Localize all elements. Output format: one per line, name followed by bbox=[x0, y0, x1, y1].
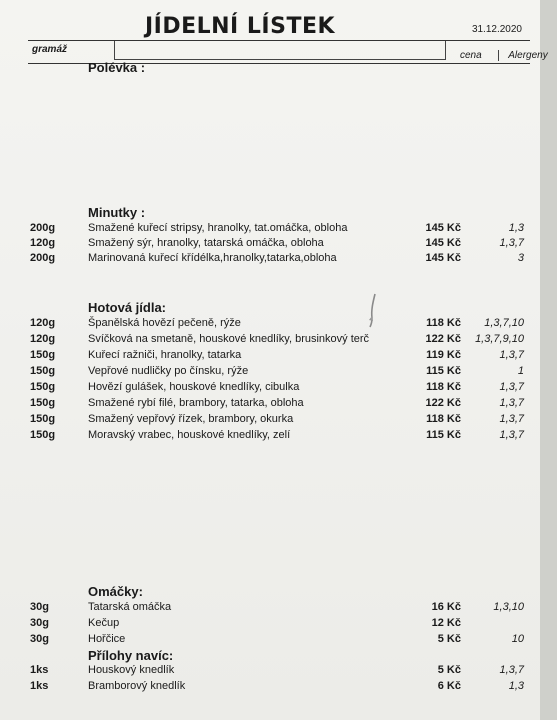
section-hotova-jidla: Hotová jídla: bbox=[88, 300, 167, 315]
item-name: Španělská hovězí pečeně, rýže bbox=[88, 317, 241, 329]
item-allergens: 10 bbox=[511, 633, 524, 645]
item-name: Bramborový knedlík bbox=[88, 680, 186, 692]
section-minutky: Minutky : bbox=[88, 205, 146, 220]
menu-item-row bbox=[0, 429, 540, 445]
menu-item-row bbox=[0, 252, 540, 268]
item-allergens: 1,3,7,9,10 bbox=[475, 333, 524, 345]
pen-mark-icon bbox=[366, 292, 380, 328]
item-weight: 120g bbox=[30, 237, 56, 249]
item-allergens: 1,3,7 bbox=[499, 664, 524, 676]
item-price: 118 Kč bbox=[426, 381, 461, 393]
item-allergens: 1,3,7 bbox=[499, 429, 524, 441]
item-price: 115 Kč bbox=[426, 429, 461, 441]
item-name: Smažený sýr, hranolky, tatarská omáčka, obloha bbox=[88, 237, 324, 249]
menu-item-row bbox=[0, 413, 540, 429]
item-allergens: 1 bbox=[517, 365, 524, 377]
item-name: Marinovaná kuřecí křídélka,hranolky,tatarka,obloha bbox=[88, 252, 337, 264]
item-allergens: 1,3 bbox=[508, 222, 524, 234]
menu-item-row bbox=[0, 601, 540, 617]
item-allergens: 1,3,7 bbox=[499, 349, 524, 361]
item-name: Kečup bbox=[88, 617, 120, 629]
header-cena: cena bbox=[460, 50, 482, 61]
item-price: 145 Kč bbox=[425, 222, 461, 234]
item-weight: 120g bbox=[30, 317, 56, 329]
section-polevka: Polévka : bbox=[88, 60, 146, 75]
item-allergens: 1,3,7 bbox=[499, 413, 524, 425]
item-name: Hořčice bbox=[88, 633, 126, 645]
item-weight: 150g bbox=[30, 397, 56, 409]
header-gramaz: gramáž bbox=[32, 44, 68, 55]
item-price: 5 Kč bbox=[437, 664, 461, 676]
item-price: 119 Kč bbox=[426, 349, 461, 361]
menu-item-row bbox=[0, 237, 540, 253]
item-name: Vepřové nudličky po čínsku, rýže bbox=[88, 365, 249, 377]
item-name: Smažené kuřecí stripsy, hranolky, tat.omáčka, obloha bbox=[88, 222, 348, 234]
item-price: 115 Kč bbox=[426, 365, 461, 377]
item-price: 16 Kč bbox=[431, 601, 461, 613]
item-weight: 30g bbox=[30, 633, 49, 645]
item-price: 122 Kč bbox=[425, 397, 461, 409]
item-weight: 1ks bbox=[30, 680, 49, 692]
menu-item-row bbox=[0, 680, 540, 696]
menu-title: JÍDELNÍ LÍSTEK bbox=[144, 14, 336, 39]
item-name: Houskový knedlík bbox=[88, 664, 175, 676]
item-name: Moravský vrabec, houskové knedlíky, zelí bbox=[88, 429, 291, 441]
header-box bbox=[114, 41, 446, 60]
menu-item-row bbox=[0, 317, 540, 333]
menu-date: 31.12.2020 bbox=[471, 24, 522, 35]
item-price: 118 Kč bbox=[426, 317, 461, 329]
item-name: Smažený vepřový řízek, brambory, okurka bbox=[88, 413, 294, 425]
item-price: 12 Kč bbox=[431, 617, 461, 629]
section-prilohy: Přílohy navíc: bbox=[88, 648, 174, 663]
item-allergens: 1,3,7,10 bbox=[484, 317, 524, 329]
item-allergens: 1,3,10 bbox=[493, 601, 524, 613]
section-omacky: Omáčky: bbox=[88, 584, 143, 599]
item-name: Kuřecí ražniči, hranolky, tatarka bbox=[88, 349, 242, 361]
item-allergens: 1,3,7 bbox=[499, 397, 524, 409]
item-allergens: 1,3,7 bbox=[499, 381, 524, 393]
menu-item-row bbox=[0, 397, 540, 413]
menu-item-row bbox=[0, 333, 540, 349]
item-weight: 120g bbox=[30, 333, 56, 345]
item-weight: 150g bbox=[30, 381, 56, 393]
item-name: Smažené rybí filé, brambory, tatarka, obloha bbox=[88, 397, 304, 409]
item-price: 145 Kč bbox=[425, 237, 461, 249]
item-weight: 150g bbox=[30, 365, 56, 377]
header-alergeny: Alergeny bbox=[498, 50, 557, 61]
item-allergens: 1,3 bbox=[508, 680, 524, 692]
menu-item-row bbox=[0, 349, 540, 365]
item-allergens: 3 bbox=[517, 252, 524, 264]
menu-item-row bbox=[0, 222, 540, 238]
menu-item-row bbox=[0, 617, 540, 633]
menu-item-row bbox=[0, 633, 540, 649]
menu-item-row bbox=[0, 664, 540, 680]
item-price: 6 Kč bbox=[437, 680, 461, 692]
item-allergens: 1,3,7 bbox=[499, 237, 524, 249]
menu-item-row bbox=[0, 365, 540, 381]
item-price: 145 Kč bbox=[425, 252, 461, 264]
menu-item-row bbox=[0, 381, 540, 397]
item-price: 5 Kč bbox=[437, 633, 461, 645]
item-price: 118 Kč bbox=[426, 413, 461, 425]
item-weight: 30g bbox=[30, 601, 49, 613]
item-price: 122 Kč bbox=[425, 333, 461, 345]
item-weight: 150g bbox=[30, 429, 56, 441]
item-name: Hovězí gulášek, houskové knedlíky, cibulka bbox=[88, 381, 300, 393]
item-weight: 150g bbox=[30, 413, 56, 425]
item-weight: 30g bbox=[30, 617, 49, 629]
item-weight: 150g bbox=[30, 349, 56, 361]
item-name: Tatarská omáčka bbox=[88, 601, 172, 613]
item-weight: 1ks bbox=[30, 664, 49, 676]
item-weight: 200g bbox=[30, 252, 56, 264]
item-name: Svíčková na smetaně, houskové knedlíky, brusinkový terč bbox=[88, 333, 370, 345]
item-weight: 200g bbox=[30, 222, 56, 234]
